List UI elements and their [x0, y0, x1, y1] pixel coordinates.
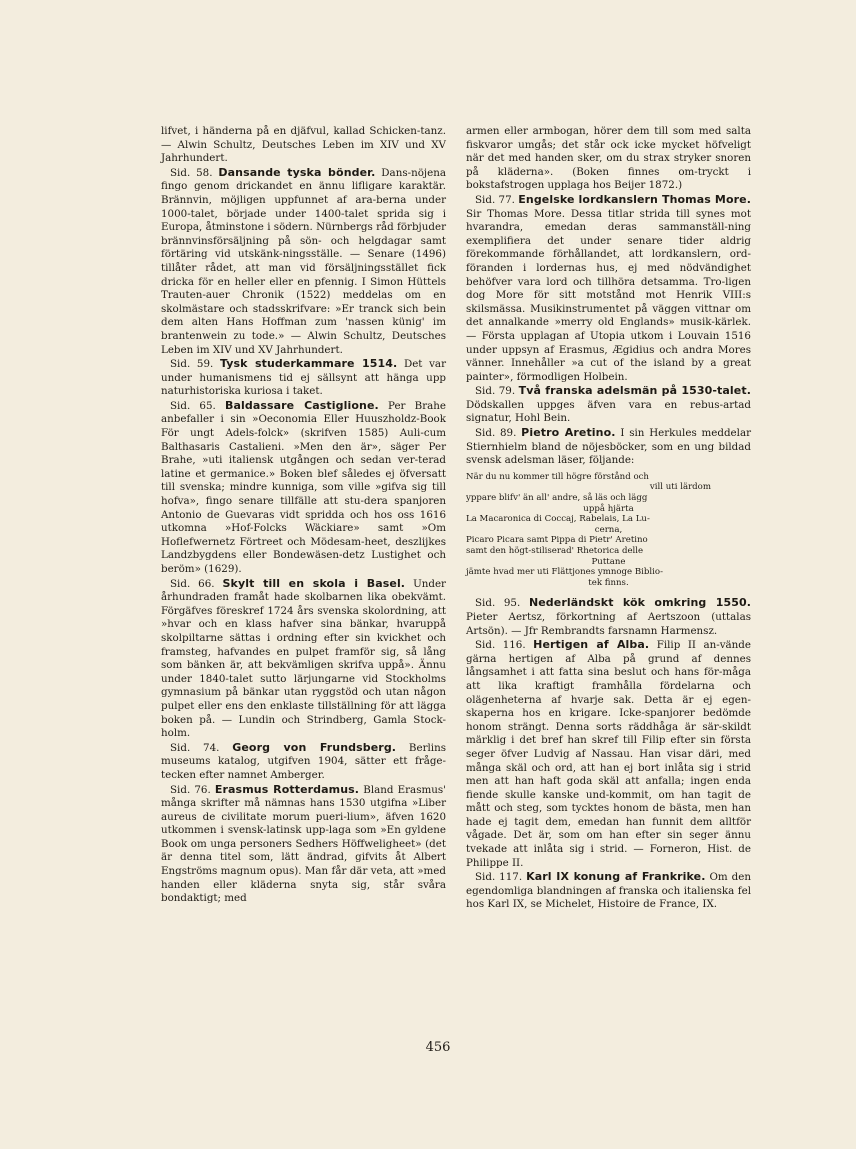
entry-heading: Dansande tyska bönder. [218, 165, 376, 179]
entry: Sid. 76. Erasmus Rotterdamus. Bland Erasmus' många skrifter må nämnas hans 1530 utgifna »Liber aureus de civilitate morum pueri-lium», äfven 1620 utkommen i svensk-latinsk upp-laga som »En gyldene Book om unga personers Sedhers Höffweligheet» (det är denna titel som, lätt ändrad, gifvits åt Albert Engströms magnum opus). Man får där veta, att »med handen eller kläderna snyta sig, står svåra bondaktigt; med [161, 782, 446, 905]
page-number: 456 [425, 1040, 451, 1055]
entry: Sid. 77. Engelske lordkanslern Thomas More. Sir Thomas More. Dessa titlar strida till synes mot hvarandra, emedan deras sammanställ-ning exemplifiera det under senare tider aldrig förekommande förhållandet, att lordkanslern, ord-föranden i lordernas hus, ej med nödvändighet behöfver vara lord och tillhöra detsamma. Tro-ligen dog More för sitt motstånd mot Henrik VIII:s skilsmässa. Musikinstrumentet på väggen vittnar om det annalkande »merry old Englands» musik-kärlek. — Första upplagan af Utopia utkom i Louvain 1516 under uppsyn af Erasmus, Ægidius och andra Mores vänner. Innehåller »a cut of the island by a great painter», förmodligen Holbein. [466, 192, 751, 383]
entry-heading: Skylt till en skola i Basel. [222, 576, 406, 590]
left-column [161, 125, 446, 906]
entry: Sid. 116. Hertigen af Alba. Filip II an-vände gärna hertigen af Alba på grund af dennes långsamhet i att fatta sina beslut och hans för-måga att lika kraftigt framhålla fördelarna och olägenheterna af hvarje sak. Detta är ej egen-skaperna hos en krigare. Icke-spanjorer bedömde honom strängt. Denna sorts räddhåga är sär-skildt märklig i det bref han skref till Filip efter sin första seger öfver Ludvig af Nassau. Han visar däri, med många skäl och ord, att han ej bort inlåta sig i strid men att han haft goda skäl att anfalla; ingen enda fiende skulle kanske und-kommit, om han tagit de mått och steg, som tycktes honom de bästa, men han hade ej tagit dem, emedan han funnit dem alltför vågade. Det är, som om han efter sin seger ännu tvekade att inlåta sig i strid. — Forneron, Hist. de Philippe II. [466, 638, 751, 869]
entry-heading: Hertigen af Alba. [533, 638, 650, 652]
poem-line: uppå hjärta [583, 503, 634, 514]
entry: Sid. 66. Skylt till en skola i Basel. Under århundraden framåt hade skolbarnen lika obekvämt. Förgäfves föreskref 1724 års svenska skolordning, att »hvar och en klass hafver sina bänkar, hvaruppå skolpiltarne sättas i ordning efter sin kvickhet och framsteg, hafvandes en pulpet framför sig, så lång som bänken är, att bekvämligen skrifva uppå». Ännu under 1840-talet sutto lärjungarne vid Stockholms gymnasium på bänkar utan ryggstöd och utan någon pulpet eller ens den enklaste tillställning för att lägga boken på. — Lundin och Strindberg, Gamla Stock-holm. [161, 576, 446, 740]
poem-line: Puttane [591, 556, 626, 567]
poem-line: La Macaronica di Coccaj, Rabelais, La Lu- [466, 514, 650, 525]
entry-heading: Karl IX konung af Frankrike. [526, 870, 706, 884]
entry-heading: Georg von Frundsberg. [232, 740, 397, 754]
entry: Sid. 65. Baldassare Castiglione. Per Brahe anbefaller i sin »Oeconomia Eller Huuszholdz-Book För ungt Adels-folck» (skrifven 1585) Auli-cum Balthasaris Castalieni. »Men den är», säger Per Brahe, »uti italiensk utgången och sedan ver-terad latine et germanice.» Boken blef således ej öfversatt till svenska; mindre kunniga, som ville »gifva sig till hofva», fingo senare tillfälle att stu-dera spanjoren Antonio de Guevaras vidt spridda och hos oss 1616 utkomna »Hof-Folcks Wäckiare» samt »Om Hoflefwernetz Förtreet och Mödesam-heet, deszlijkes Landzbygdens eller Bondewäsen-detz Lustighet och beröm» (1629). [161, 398, 446, 575]
poem-quote [466, 472, 751, 589]
poem-line: Picaro Picara samt Pippa di Pietr' Aretino [466, 535, 648, 546]
entry: Sid. 89. Pietro Aretino. I sin Herkules meddelar Stiernhielm bland de nöjesböcker, som en ung bildad svensk adelsman läser, följande: [466, 426, 751, 467]
entry: Sid. 117. Karl IX konung af Frankrike. Om den egendomliga blandningen af franska och italienska fel hos Karl IX, se Michelet, Histoire de France, IX. [466, 870, 751, 911]
entry-heading: Erasmus Rotterdamus. [214, 782, 360, 796]
poem-line: tek finns. [588, 577, 629, 588]
entry-heading: Baldassare Castiglione. [224, 398, 379, 412]
poem-line: vill uti lärdom [649, 482, 711, 493]
poem-line: samt den högt-stiliserad' Rhetorica delle [466, 546, 644, 556]
entry: Sid. 74. Georg von Frundsberg. Berlins museums katalog, utgifven 1904, sätter ett fråge-tecken efter namnet Amberger. [161, 740, 446, 781]
paragraph: lifvet, i händerna på en djäfvul, kallad Schicken-tanz. — Alwin Schultz, Deutsches Leben im XIV und XV Jahrhundert. [161, 125, 446, 165]
entry: Sid. 95. Nederländskt kök omkring 1550. Pieter Aertsz, förkortning af Aertszoon (uttalas Artsön). — Jfr Rembrandts farsnamn Harmensz. [466, 596, 751, 637]
entry: Sid. 58. Dansande tyska bönder. Dans-nöjena fingo genom drickandet en ännu lifligare karaktär. Brännvin, möjligen uppfunnet af ara-berna under 1000-talet, började under 1400-talet sprida sig i Europa, åtminstone i södern. Nürnbergs råd förbjuder brännvinsförsäljning på sön- och helgdagar samt förtäring vid utskänk-ningsställe. — Senare (1496) tillåter rådet, att man vid försäljningsstället fick dricka för en heller eller en pfennig. I Simon Hüttels Trauten-auer Chronik (1522) meddelas om en skolmästare och stadsskrifvare: »Er tranck sich bein dem alten Hans Hoffman zum 'nassen künig' im brantenwein zu tode.» — Alwin Schultz, Deutsches Leben im XIV und XV Jahrhundert. [161, 165, 446, 356]
poem-line: cerna, [594, 524, 623, 535]
poem-line: yppare blifv' än all' andre, så läs och lägg [466, 493, 648, 504]
entry: Sid. 59. Tysk studerkammare 1514. Det var under humanismens tid ej sällsynt att hänga upp naturhistoriska kuriosa i taket. [161, 357, 446, 398]
poem-line: jämte hvad mer uti Flättjones ymnoge Biblio- [466, 567, 664, 578]
entry: Sid. 79. Två franska adelsmän på 1530-talet. Dödskallen uppges äfven vara en rebus-artad signatur, Hohl Bein. [466, 384, 751, 425]
entry-heading: Pietro Aretino. [521, 426, 616, 440]
poem-line: När du nu kommer till högre förstånd och [466, 471, 649, 482]
right-column [466, 125, 751, 912]
entry-heading: Nederländskt kök omkring 1550. [528, 596, 751, 610]
entry-heading: Engelske lordkanslern Thomas More. [518, 192, 751, 206]
entry-heading: Tysk studerkammare 1514. [219, 357, 398, 371]
paragraph: armen eller armbogan, hörer dem till som med salta fiskvaror umgås; det står ock icke mycket höfveligt när det med handen sker, om du strax stryker snoren på kläderna». (Boken finnes om-tryckt i bokstafstrogen upplaga hos Beijer 1872.) [466, 125, 751, 192]
entry-heading: Två franska adelsmän på 1530-talet. [518, 384, 751, 398]
